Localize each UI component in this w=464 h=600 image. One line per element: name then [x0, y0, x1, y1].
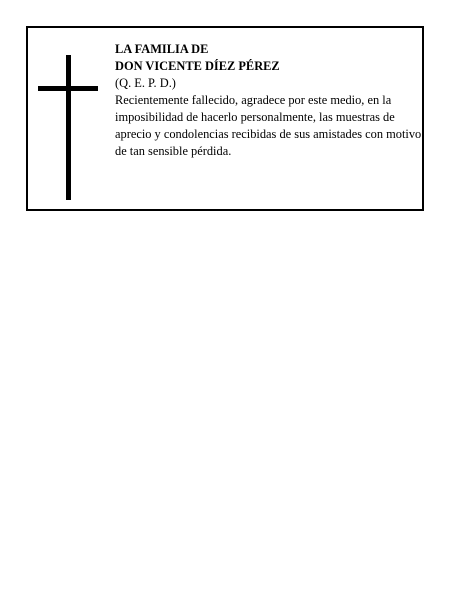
cross-horizontal-bar	[38, 86, 98, 91]
notice-heading-name: DON VICENTE DÍEZ PÉREZ	[115, 59, 280, 73]
notice-text-block	[115, 41, 425, 160]
notice-body: Recientemente fallecido, agradece por este medio, en la imposibilidad de hacerlo personalmente, las muestras de aprecio y condolencias recibidas de sus amistades con motivo de tan sensible pérdida.	[115, 93, 422, 158]
notice-heading-line1: LA FAMILIA DE	[115, 42, 209, 56]
cross-vertical-bar	[66, 55, 71, 200]
latin-cross-icon	[38, 55, 98, 200]
obituary-notice	[26, 26, 424, 211]
notice-qepd: (Q. E. P. D.)	[115, 76, 176, 90]
